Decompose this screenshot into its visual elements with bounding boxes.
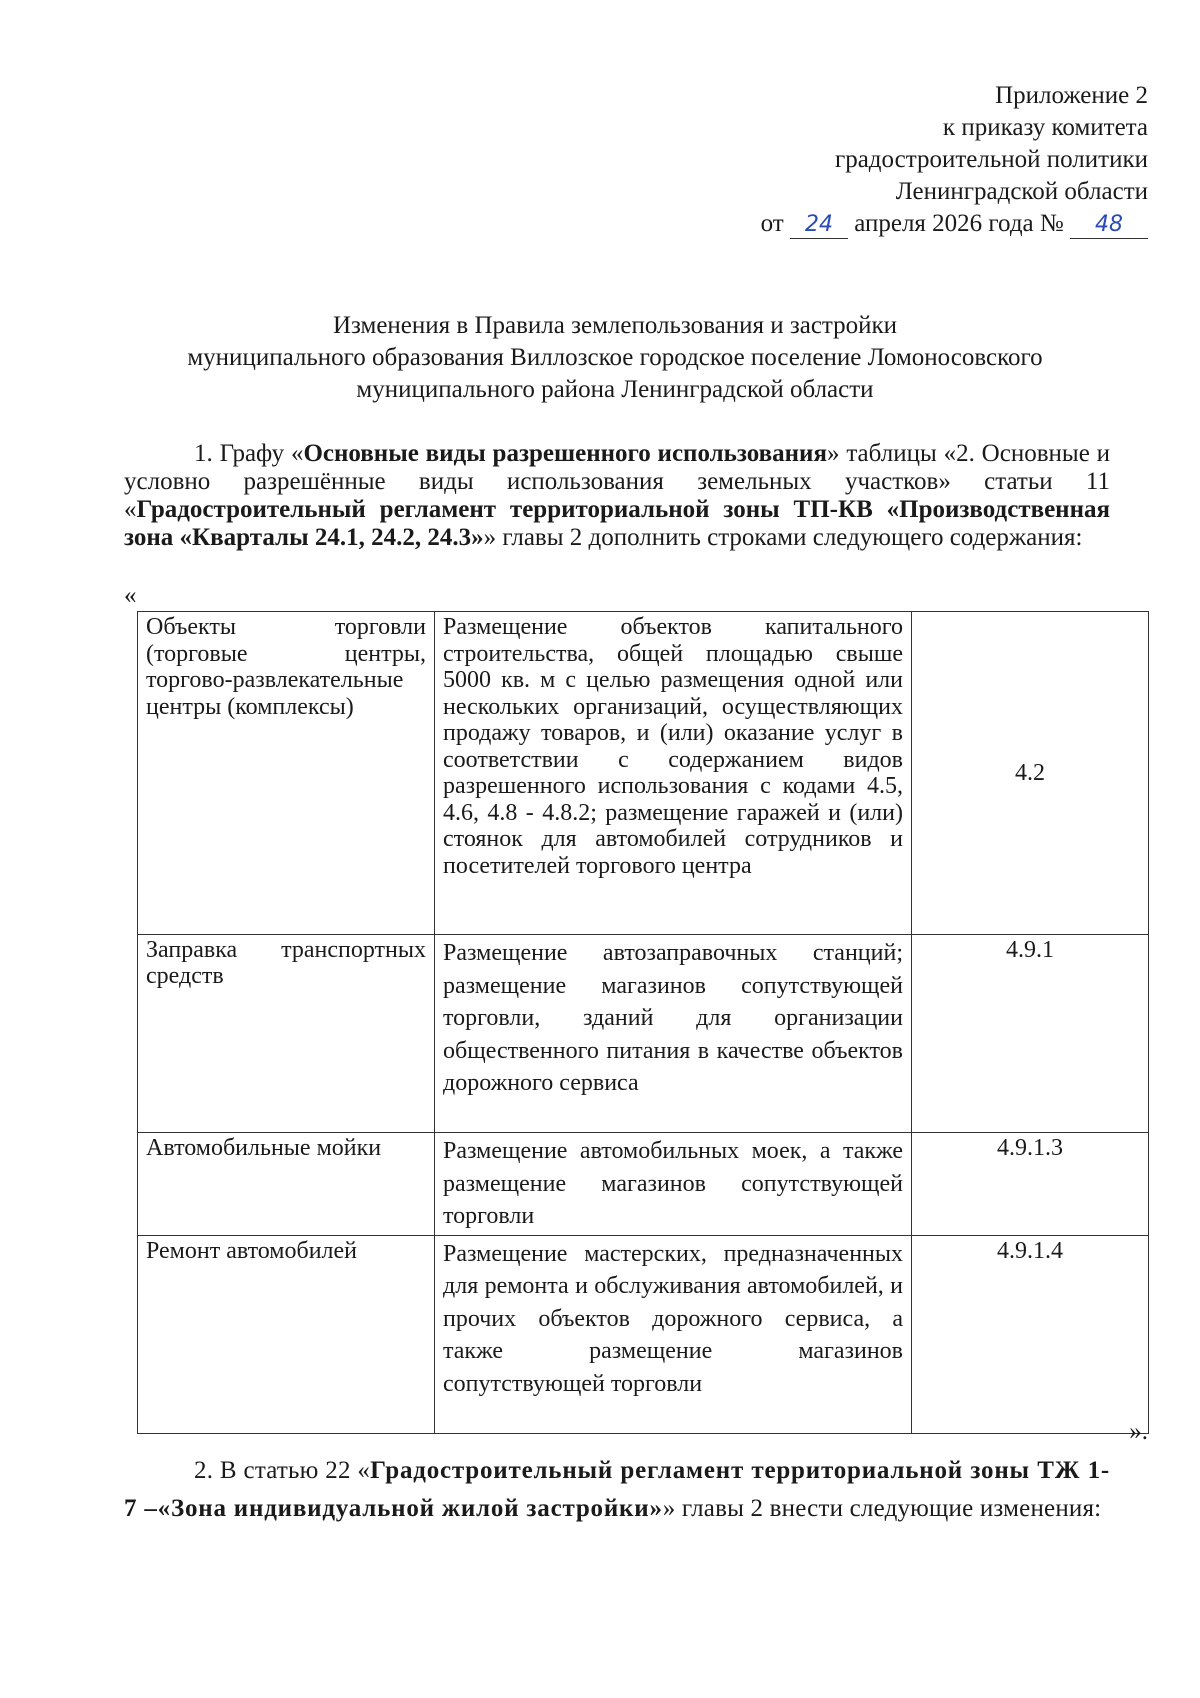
use-type-code: 4.2 <box>912 612 1149 935</box>
title-line-1: Изменения в Правила землепользования и застройки <box>332 312 898 339</box>
paragraph-2-text-a: 2. В статью 22 « <box>194 1457 371 1484</box>
land-use-table <box>137 611 1149 1434</box>
paragraph-1-text-c: » главы 2 дополнить строками следующего содержания: <box>483 524 1083 551</box>
paragraph-1 <box>124 440 1110 552</box>
table-row <box>138 612 1149 935</box>
use-type-name: Ремонт автомобилей <box>138 1235 435 1433</box>
title-line-2: муниципального образования Виллозское городское поселение Ломоносовского <box>187 344 1043 371</box>
paragraph-2 <box>124 1452 1110 1528</box>
use-type-description: Размещение автозаправочных станций; размещение магазинов сопутствующей торговли, зданий для организации общественного питания в качестве объектов дорожного сервиса <box>435 935 912 1133</box>
paragraph-1-bold-b: Градостроительный регламент территориальной зоны ТП-КВ «Производственная зона «Кварталы 24.1, 24.2, 24.3» <box>124 496 1110 551</box>
committee-name: градостроительной политики <box>834 146 1148 173</box>
paragraph-1-bold-a: Основные виды разрешенного использования <box>303 440 827 467</box>
region-name: Ленинградской области <box>895 178 1148 205</box>
paragraph-2-text-b: » главы 2 внести следующие изменения: <box>662 1495 1102 1522</box>
paragraph-1-text-b: » таблицы «2. Основные и условно разрешённые виды использования земельных участков» статьи 11 « <box>124 440 1110 523</box>
date-prefix: от <box>760 210 784 237</box>
order-reference: к приказу комитета <box>942 114 1148 141</box>
table-row <box>138 935 1149 1133</box>
handwritten-order-number: 48 <box>1070 212 1148 239</box>
date-middle: апреля 2026 года № <box>854 210 1064 237</box>
use-type-name: Заправка транспортных средств <box>138 935 435 1133</box>
paragraph-1-text-a: 1. Графу « <box>194 440 304 467</box>
appendix-header <box>761 80 1148 240</box>
title-line-3: муниципального района Ленинградской области <box>356 376 874 403</box>
order-date-line <box>761 208 1148 240</box>
use-type-name: Автомобильные мойки <box>138 1133 435 1236</box>
use-type-description: Размещение мастерских, предназначенных для ремонта и обслуживания автомобилей, и прочих объектов дорожного сервиса, а также размещение магазинов сопутствующей торговли <box>435 1235 912 1433</box>
document-title <box>120 310 1110 406</box>
paragraph-2-bold: Градостроительный регламент территориальной зоны ТЖ 1-7 –«Зона индивидуальной жилой застройки» <box>124 1457 1110 1522</box>
use-type-code: 4.9.1.3 <box>912 1133 1149 1236</box>
use-type-description: Размещение объектов капитального строительства, общей площадью свыше 5000 кв. м с целью размещения одной или нескольких организаций, осуществляющих продажу товаров, и (или) оказание услуг в соответствии с содержанием видов разрешенного использования с кодами 4.5, 4.6, 4.8 - 4.8.2; размещение гаражей и (или) стоянок для автомобилей сотрудников и посетителей торгового центра <box>435 612 912 935</box>
opening-quote: « <box>124 582 137 609</box>
use-type-code: 4.9.1.4 <box>912 1235 1149 1433</box>
use-type-name: Объекты торговли (торговые центры, торгово-развлекательные центры (комплексы) <box>138 612 435 935</box>
handwritten-day: 24 <box>790 212 848 239</box>
closing-quote: ». <box>1129 1418 1148 1445</box>
use-type-description: Размещение автомобильных моек, а также размещение магазинов сопутствующей торговли <box>435 1133 912 1236</box>
use-type-code: 4.9.1 <box>912 935 1149 1133</box>
table-row <box>138 1235 1149 1433</box>
appendix-label: Приложение 2 <box>995 82 1148 109</box>
table-row <box>138 1133 1149 1236</box>
